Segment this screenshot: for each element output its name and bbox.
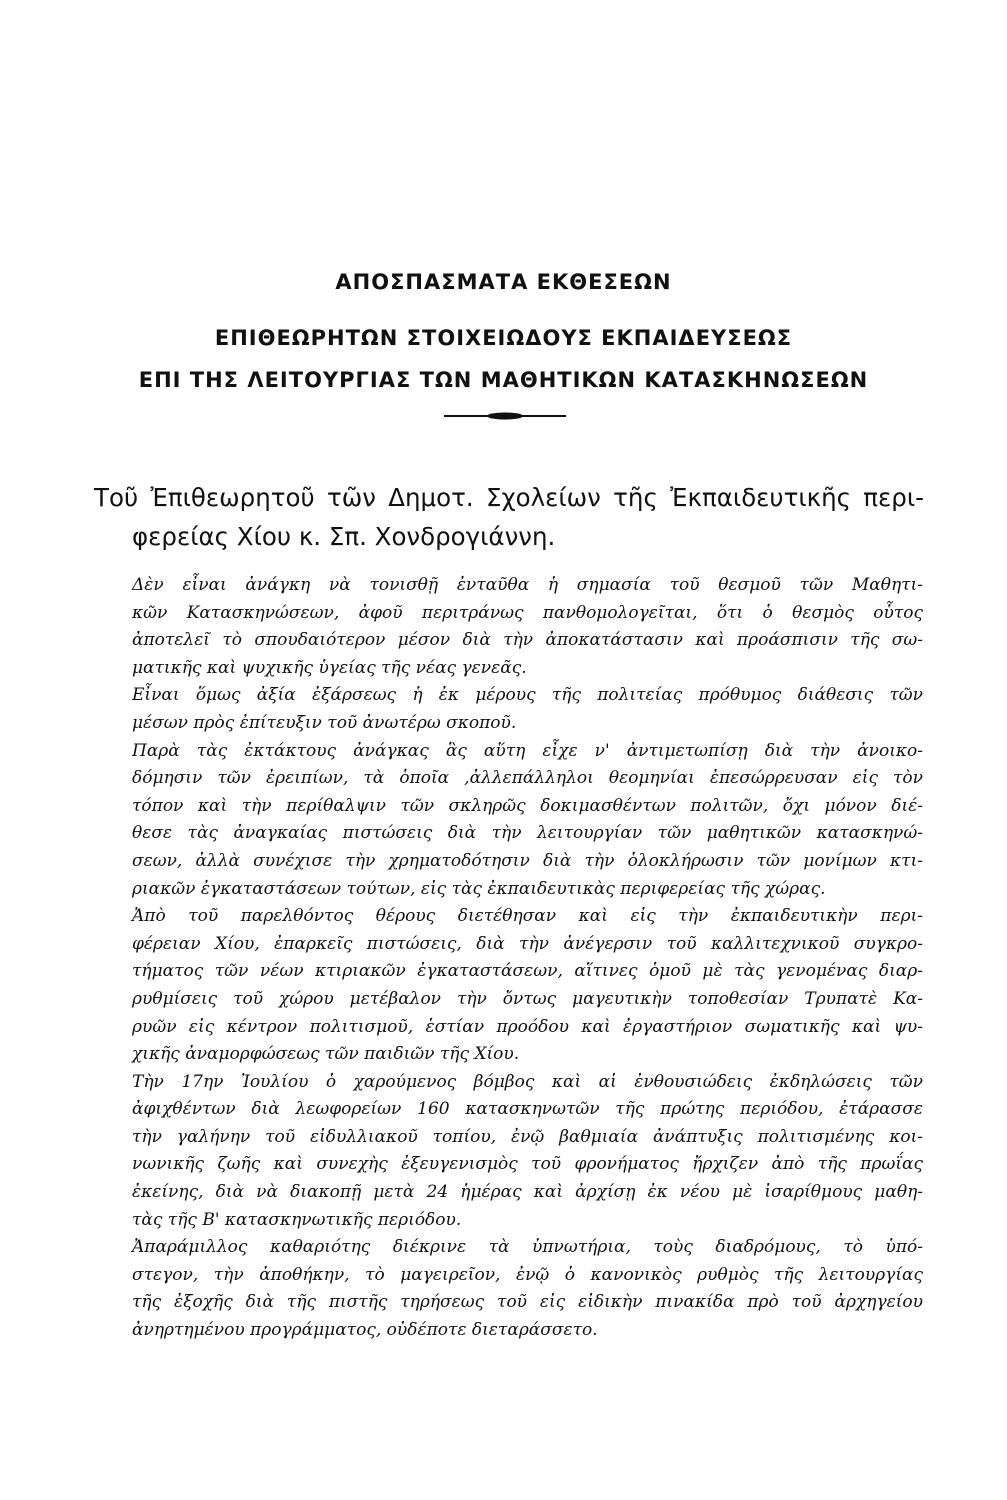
text-line: τὴν γαλήνην τοῦ εἰδυλλιακοῦ τοπίου, ἐνῷ βαθμιαία ἀνάπτυξις πολιτισμένης κοι- [132, 1126, 923, 1147]
text-line: ριακῶν ἐγκαταστάσεων τούτων, εἰς τὰς ἐκπαιδευτικὰς περιφερείας τῆς χώρας. [132, 878, 826, 899]
text-line: ματικῆς καὶ ψυχικῆς ὑγείας τῆς νέας γενεᾶς. [132, 657, 527, 678]
text-line: Ἀπαράμιλλος καθαριότης διέκρινε τὰ ὑπνωτήρια, τοὺς διαδρόμους, τὸ ὑπό- [132, 1237, 923, 1258]
report-header-line-3: ΕΠΙ ΤΗΣ ΛΕΙΤΟΥΡΓΙΑΣ ΤΩΝ ΜΑΘΗΤΙΚΩΝ ΚΑΤΑΣΚΗΝΩΣΕΩΝ [138, 368, 869, 392]
text-line: δόμησιν τῶν ἐρειπίων, τὰ ὁποῖα ,ἀλλεπάλληλοι θεομηνίαι ἐπεσώρρευσαν εἰς τὸν [132, 768, 923, 789]
text-line: νωνικῆς ζωῆς καὶ συνεχὴς ἐξευγενισμὸς τοῦ φρονήματος ἤρχιζεν ἀπὸ τῆς πρωΐας [132, 1154, 923, 1175]
paragraph [133, 682, 923, 737]
text-line: τῆς ἐξοχῆς διὰ τῆς πιστῆς τηρήσεως τοῦ εἰς εἰδικὴν πινακίδα πρὸ τοῦ ἀρχηγείου [132, 1292, 923, 1313]
paragraph [133, 903, 923, 1069]
text-line: ἀποτελεῖ τὸ σπουδαιότερον μέσον διὰ τὴν ἀποκατάστασιν καὶ προάσπισιν τῆς σω- [132, 630, 923, 651]
subtitle-line-1: Τοῦ Ἐπιθεωρητοῦ τῶν Δημοτ. Σχολείων τῆς Ἐκπαιδευτικῆς περι- [94, 483, 924, 512]
paragraph [133, 572, 923, 682]
paragraph [133, 738, 923, 904]
text-line: φέρειαν Χίου, ἐπαρκεῖς πιστώσεις, διὰ τὴν ἀνέγερσιν τοῦ καλλιτεχνικοῦ συγκρο- [132, 933, 923, 954]
text-line: ἀνηρτημένου προγράμματος, οὐδέποτε διεταράσσετο. [132, 1320, 598, 1341]
text-line: θεσε τὰς ἀναγκαίας πιστώσεις διὰ τὴν λειτουργίαν τῶν μαθητικῶν κατασκηνώ- [132, 823, 923, 844]
report-body [133, 572, 923, 1345]
text-line: στεγον, τὴν ἀποθήκην, τὸ μαγειρεῖον, ἐνῷ ὁ κανονικὸς ρυθμὸς τῆς λειτουργίας [132, 1264, 923, 1285]
text-line: Δὲν εἶναι ἀνάγκη νὰ τονισθῇ ἐνταῦθα ἡ σημασία τοῦ θεσμοῦ τῶν Μαθητι- [132, 575, 923, 595]
paragraph [133, 1069, 923, 1235]
text-line: Παρὰ τὰς ἐκτάκτους ἀνάγκας ἃς αὕτη εἶχε ν' ἀντιμετωπίσῃ διὰ τὴν ἀνοικο- [132, 740, 923, 761]
text-line: σεων, ἀλλὰ συνέχισε τὴν χρηματοδότησιν διὰ τὴν ὁλοκλήρωσιν τῶν μονίμων κτι- [132, 850, 923, 871]
text-line: κῶν Κατασκηνώσεων, ἀφοῦ περιτράνως πανθομολογεῖται, ὅτι ὁ θεσμὸς οὗτος [132, 602, 923, 623]
text-line: τὰς τῆς Β' κατασκηνωτικῆς περιόδου. [132, 1209, 462, 1230]
text-line: ἀφιχθέντων διὰ λεωφορείων 160 κατασκηνωτῶν τῆς πρώτης περιόδου, ἐτάρασσε [132, 1099, 923, 1120]
text-line: χικῆς ἀναμορφώσεως τῶν παιδιῶν τῆς Χίου. [132, 1044, 520, 1065]
divider-ornament [444, 409, 566, 423]
text-line: Τὴν 17ην Ἰουλίου ὁ χαρούμενος βόμβος καὶ αἱ ἐνθουσιώδεις ἐκδηλώσεις τῶν [132, 1071, 923, 1092]
text-line: τήματος τῶν νέων κτιριακῶν ἐγκαταστάσεων, αἵτινες ὁμοῦ μὲ τὰς γενομένας διαρ- [132, 961, 923, 982]
report-header-title: ΑΠΟΣΠΑΣΜΑΤΑ ΕΚΘΕΣΕΩΝ [335, 270, 672, 294]
text-line: μέσων πρὸς ἐπίτευξιν τοῦ ἀνωτέρω σκοποῦ. [132, 712, 517, 733]
subtitle-line-2: φερείας Χίου κ. Σπ. Χονδρογιάννη. [132, 522, 556, 551]
text-line: ρυθμίσεις τοῦ χώρου μετέβαλον τὴν ὄντως μαγευτικὴν τοποθεσίαν Τρυπατὲ Κα- [132, 988, 923, 1009]
text-line: ρυῶν εἰς κέντρον πολιτισμοῦ, ἑστίαν προόδου καὶ ἐργαστήριον σωματικῆς καὶ ψυ- [132, 1016, 923, 1037]
paragraph [133, 1234, 923, 1344]
text-line: τόπον καὶ τὴν περίθαλψιν τῶν σκληρῶς δοκιμασθέντων πολιτῶν, ὄχι μόνον διέ- [132, 795, 923, 816]
report-subtitle [94, 478, 924, 556]
text-line: ἐκείνης, διὰ νὰ διακοπῇ μετὰ 24 ἡμέρας καὶ ἀρχίσῃ ἐκ νέου μὲ ἰσαρίθμους μαθη- [132, 1182, 923, 1203]
report-header-line-2: ΕΠΙΘΕΩΡΗΤΩΝ ΣΤΟΙΧΕΙΩΔΟΥΣ ΕΚΠΑΙΔΕΥΣΕΩΣ [214, 326, 793, 350]
text-line: Ἀπὸ τοῦ παρελθόντος θέρους διετέθησαν καὶ εἰς τὴν ἐκπαιδευτικὴν περι- [132, 906, 923, 927]
text-line: Εἶναι ὅμως ἀξία ἐξάρσεως ἡ ἐκ μέρους τῆς πολιτείας πρόθυμος διάθεσις τῶν [132, 685, 923, 706]
